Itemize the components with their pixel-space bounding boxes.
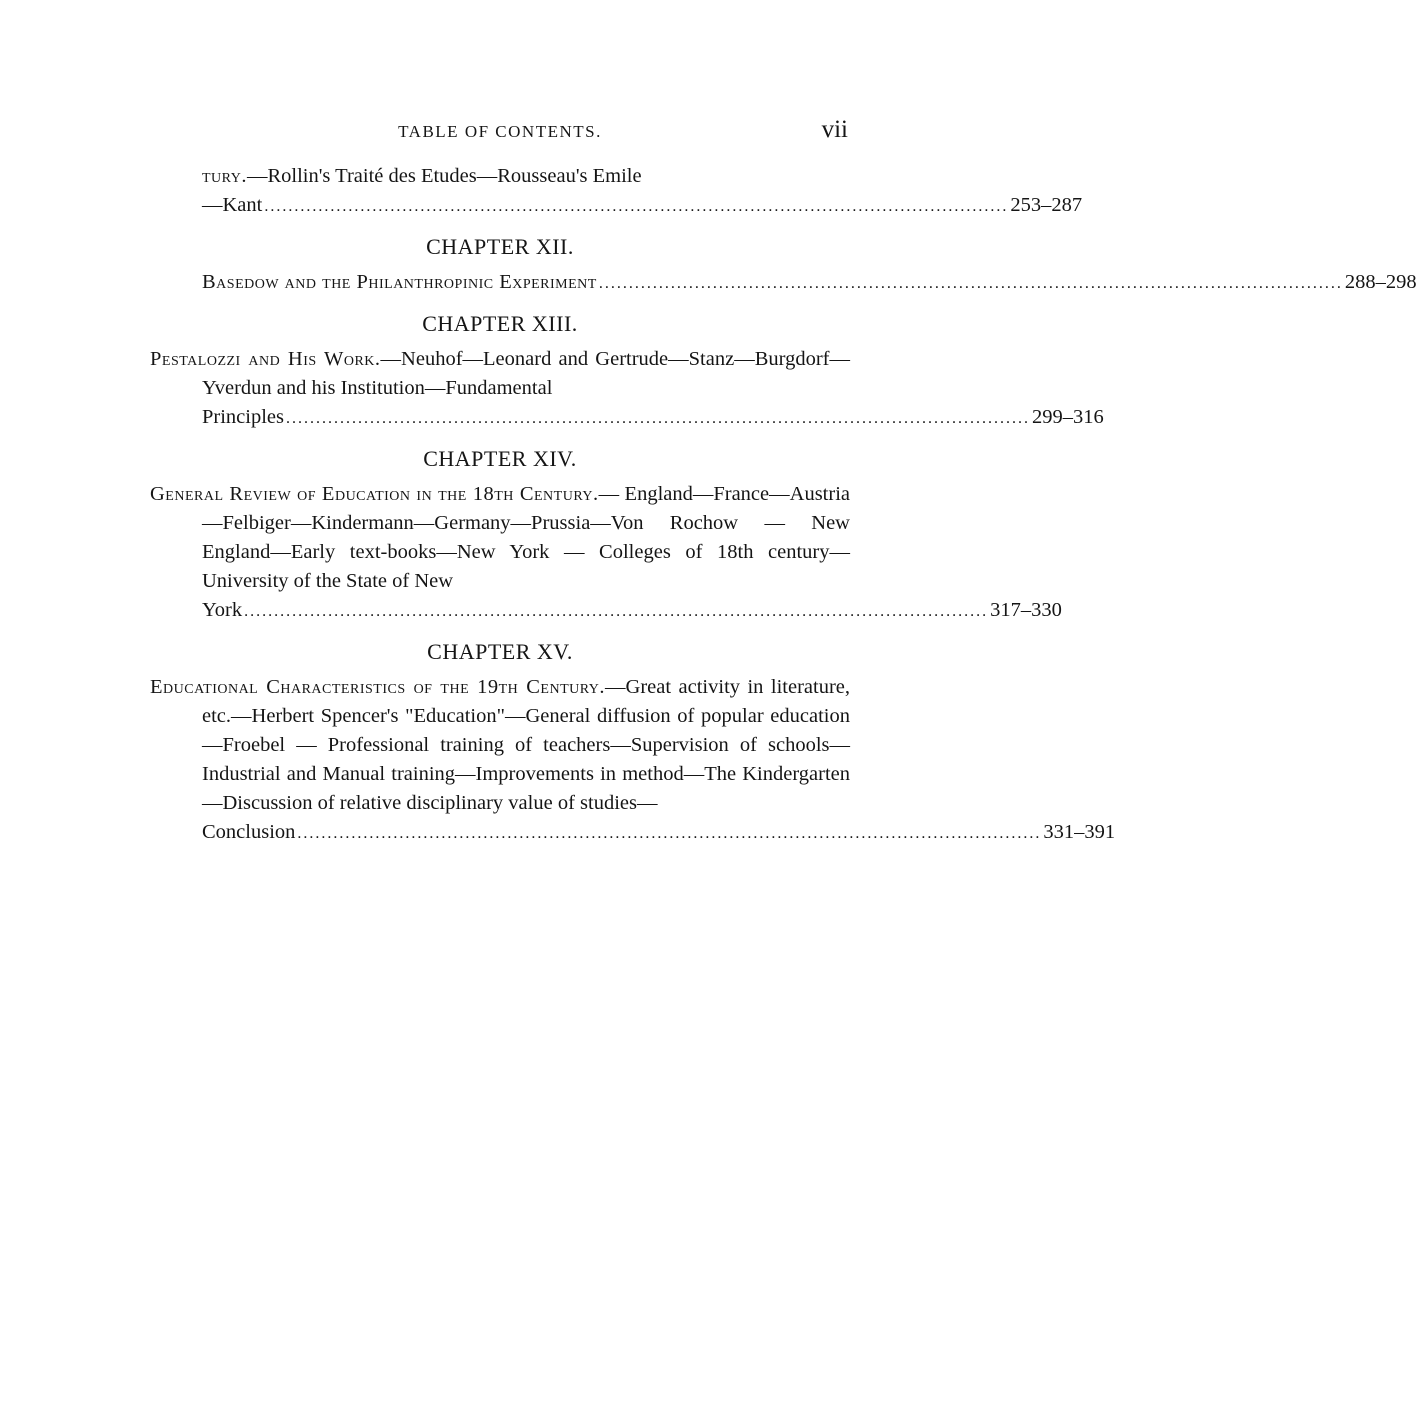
toc-entry <box>150 345 1104 433</box>
entry-last-line: Principles <box>202 406 284 428</box>
page-range: 253–287 <box>1010 194 1083 216</box>
chapter-heading: CHAPTER XII. <box>426 234 574 259</box>
page-number: vii <box>821 116 848 143</box>
running-head <box>150 118 850 148</box>
entry-title: Pestalozzi and His Work. <box>150 348 381 370</box>
entry-last-line: —Kant <box>202 194 263 216</box>
dot-leader: ............................................................................................................................ <box>598 275 1343 292</box>
dot-leader: ............................................................................................................................ <box>286 410 1030 427</box>
page-range: 317–330 <box>990 599 1062 621</box>
leader-line <box>202 191 1083 221</box>
entry-body: —Neuhof—Leonard and Gertrude—Stanz—Burgdorf—Yverdun and his Institution—Fundamental <box>202 348 850 399</box>
entry-last-line: Conclusion <box>202 821 296 843</box>
page-range: 331–391 <box>1043 821 1116 843</box>
toc-entry <box>202 268 1417 298</box>
entry-title: General Review of Education in the 18th Century. <box>150 483 599 505</box>
page-range: 299–316 <box>1032 406 1104 428</box>
toc-entry-continuation <box>202 162 1083 221</box>
entry-body: —Rollin's Traité des Etudes—Rousseau's Emile <box>246 165 642 187</box>
entry-text <box>202 162 850 191</box>
leader-line <box>202 268 1417 298</box>
toc-entry <box>150 673 1116 848</box>
page-range: 288–298 <box>1344 271 1417 293</box>
entry-last-line: York <box>202 599 243 621</box>
chapter-heading: CHAPTER XIV. <box>423 446 577 471</box>
toc-content <box>150 162 1417 848</box>
entry-title: Educational Characteristics of the 19th Century. <box>150 676 606 698</box>
entry-lead: tury. <box>202 165 247 187</box>
dot-leader: ............................................................................................................................ <box>244 603 989 620</box>
dot-leader: ............................................................................................................................ <box>264 198 1009 215</box>
leader-line <box>202 818 1116 848</box>
chapter-heading: CHAPTER XIII. <box>422 311 578 336</box>
entry-title: Basedow and the Philanthropinic Experiment <box>202 271 597 293</box>
entry-body: —Great activity in literature, etc.—Herbert Spencer's "Education"—General diffusion of popular education—Froebel — Professional training of teachers—Supervision of schools—Industrial and Manual training—Improvements in method—The Kindergarten—Discussion of relative disciplinary value of studies— <box>202 676 850 814</box>
dot-leader: ............................................................................................................................ <box>297 825 1042 842</box>
leader-line <box>202 596 1062 626</box>
chapter-heading: CHAPTER XV. <box>427 639 573 664</box>
toc-entry <box>150 480 1062 626</box>
running-title: TABLE OF CONTENTS. <box>398 122 602 141</box>
leader-line <box>202 403 1104 433</box>
entry-body: — England—France—Austria—Felbiger—Kindermann—Germany—Prussia—Von Rochow — New England—Early text-books—New York — Colleges of 18th century—University of the State of New <box>202 483 850 592</box>
